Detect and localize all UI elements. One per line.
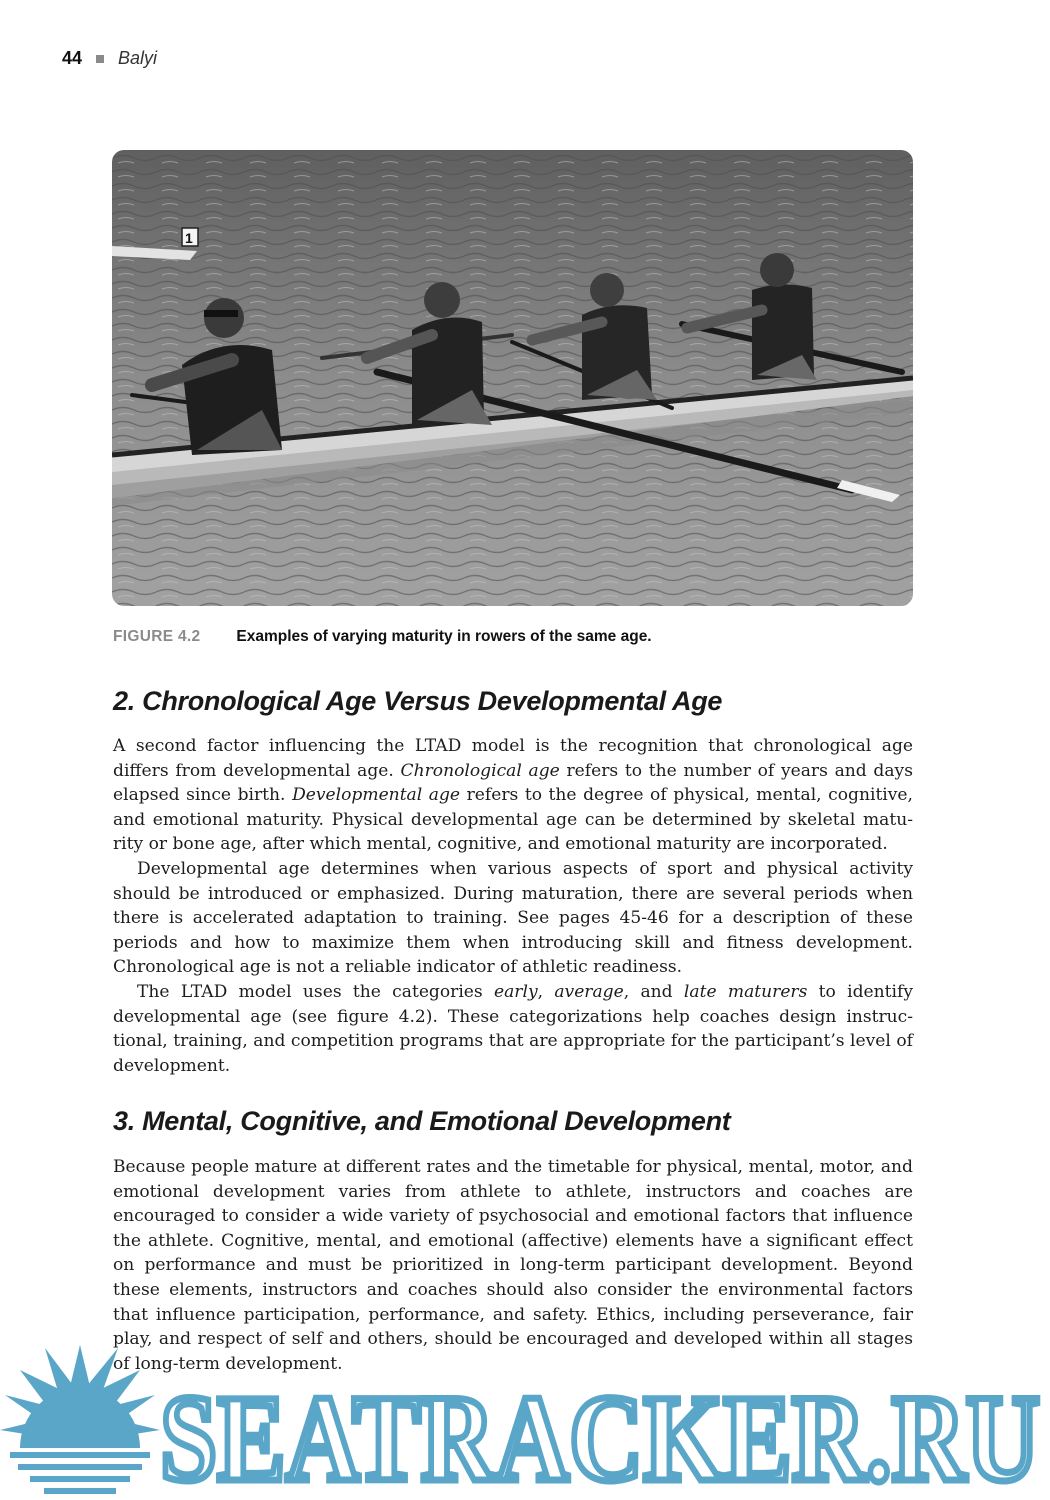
running-head	[62, 48, 157, 69]
figure-caption-text: Examples of varying maturity in rowers of the same age.	[236, 628, 652, 645]
figure-photo	[112, 150, 913, 606]
watermark	[0, 1330, 1050, 1500]
lane-marker: 1	[185, 230, 193, 246]
paragraph: Developmental age determines when various aspects of sport and physical activity should be introduced or emphasized. During maturation, there are several periods when there is accelerated adaptation to training. See pages 45-46 for a description of these periods and how to maximize them when introducing skill and fitness development. Chronological age is not a reliable indicator of athletic readiness.	[113, 858, 913, 978]
running-head-author: Balyi	[118, 48, 158, 68]
section-heading-chronological-age: 2. Chronological Age Versus Developmental Age	[113, 686, 723, 716]
paragraph: Because people mature at different rates and the timetable for physical, mental, motor, and emotional development varies from athlete to athlete, instructors and coaches are encouraged to consider a wide variety of psychosocial and emotional factors that influence the athlete. Cognitive, mental, and emotional (affective) elements have a significant effect on performance and must be prioritized in long-term participant development. Beyond these elements, instructors and coaches should also consider the environmental factors that influence participation, performance, and safety. Ethics, including perseverance, fair play, and respect of self and others, should be encouraged and developed within all stages of long-term development.	[113, 1157, 913, 1374]
header-separator	[96, 55, 104, 63]
paragraph: A second factor influencing the LTAD model is the recognition that chronological age differs from developmental age. Chronological age refers to the number of years and days elapsed since birth. Developmental age refers to the degree of physical, mental, cognitive, and emotional maturity. Physical developmental age can be determined by skeletal matu-rity or bone age, after which mental, cognitive, and emotional maturity are incorporated.	[113, 736, 913, 855]
figure-label: FIGURE 4.2	[113, 628, 201, 645]
paragraph: The LTAD model uses the categories early, average, and late maturers to identify developmental age (see figure 4.2). These categorizations help coaches design instruc-tional, training, and competition programs that are appropriate for the participant’s level of development.	[113, 981, 913, 1076]
figure-caption	[113, 628, 913, 646]
section-heading-mental-development: 3. Mental, Cognitive, and Emotional Development	[113, 1106, 731, 1136]
page-number: 44	[62, 48, 83, 68]
section-2-body	[113, 734, 913, 1078]
sun-icon	[0, 1345, 160, 1494]
watermark-text: SEATRACKER.RU	[160, 1370, 1040, 1500]
